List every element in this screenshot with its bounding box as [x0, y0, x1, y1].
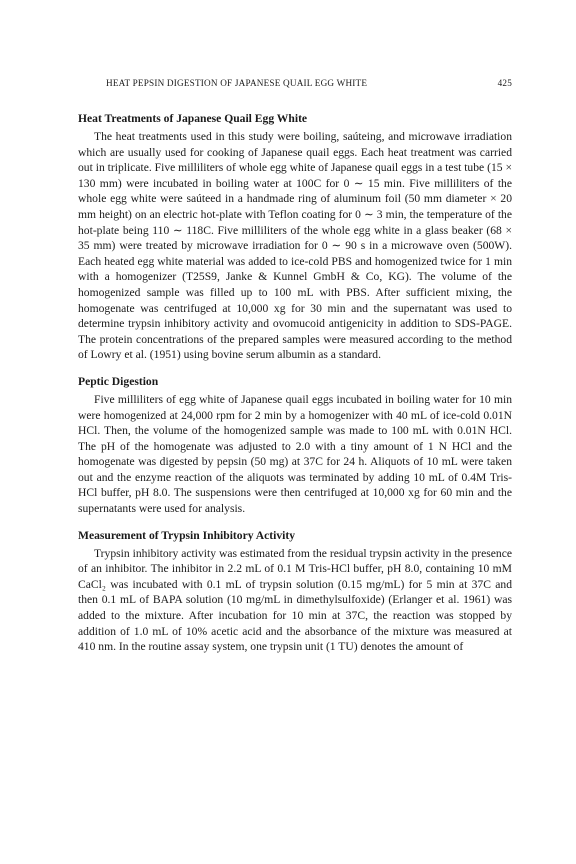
page — [78, 78, 512, 655]
section-heading: Peptic Digestion — [78, 374, 159, 388]
section-heading: Measurement of Trypsin Inhibitory Activity — [78, 528, 296, 542]
section-heading: Heat Treatments of Japanese Quail Egg White — [78, 112, 308, 125]
section-heat-treatments — [78, 111, 512, 363]
running-header — [78, 78, 512, 92]
page-number: 425 — [497, 78, 512, 88]
section-peptic-digestion — [78, 374, 512, 517]
section-body: Trypsin inhibitory activity was estimated from the residual trypsin activity in the presence of an inhibitor. The inhibitor in 2.2 mL of 0.1 M Tris-HCl buffer, pH 8.0, containing 10 mM CaCl₂ was incubated with 0.1 mL of trypsin solution (0.15 mg/mL) for 5 min at 37C and then 0.1 mL of BAPA solution (10 mg/mL in dimethylsulfoxide) (Erlanger et al. 1961) was added to the mixture. After incubation for 10 min at 37C, the reaction was stopped by addition of 1.0 mL of 10% acetic acid and the absorbance of the mixture was measured at 410 nm. In the routine assay system, one trypsin unit (1 TU) denotes the amount of — [78, 546, 512, 654]
section-body: The heat treatments used in this study were boiling, saúteing, and microwave irradiation which are usually used for cooking of Japanese quail eggs. Each heat treatment was carried out in triplicate. Five milliliters of whole egg white of Japanese quail eggs in a test tube (15 × 130 mm) were incubated in boiling water at 100C for 0 ∼ 15 min. Five milliliters of the whole egg white were saúteed in a handmade ring of aluminum foil (50 mm diameter × 20 mm height) on an electric hot-plate with Teflon coating for 0 ∼ 3 min, the temperature of the hot-plate being 110 ∼ 118C. Five milliliters of the whole egg white in a glass beaker (68 × 35 mm) were treated by microwave irradiation for 0 ∼ 90 s in a microwave oven (500W). Each heated egg white material was added to ice-cold PBS and homogenized twice for 1 min with a homogenizer (T25S9, Janke & Kunnel GmbH & Co, KG). The volume of the homogenized sample was filled up to 100 mL with PBS. After sufficient mixing, the homogenate was centrifuged at 10,000 xg for 30 min and the supernatant was used to determine trypsin inhibitory activity and ovomucoid antigenicity in addition to SDS-PAGE. The protein concentrations of the prepared samples were measured according to the method of Lowry et al. (1951) using bovine serum albumin as a standard. — [78, 130, 512, 362]
section-body: Five milliliters of egg white of Japanese quail eggs incubated in boiling water for 10 min were homogenized at 24,000 rpm for 2 min by a homogenizer with 40 mL of ice-cold 0.01N HCl. Then, the volume of the homogenized sample was made to 100 mL with 0.01N HCl. The pH of the homogenate was adjusted to 2.0 with a tiny amount of 1 N HCl and the homogenate was digested by pepsin (50 mg) at 37C for 24 h. Aliquots of 10 mL were taken out and the enzyme reaction of the aliquots was terminated by adding 10 mL of 0.4M Tris-HCl buffer, pH 8.0. The suspensions were then centrifuged at 10,000 xg for 60 min and the supernatants were used for analysis. — [78, 392, 512, 516]
section-trypsin-inhibitory-activity — [78, 528, 512, 655]
running-title: HEAT PEPSIN DIGESTION OF JAPANESE QUAIL EGG WHITE — [106, 78, 368, 88]
